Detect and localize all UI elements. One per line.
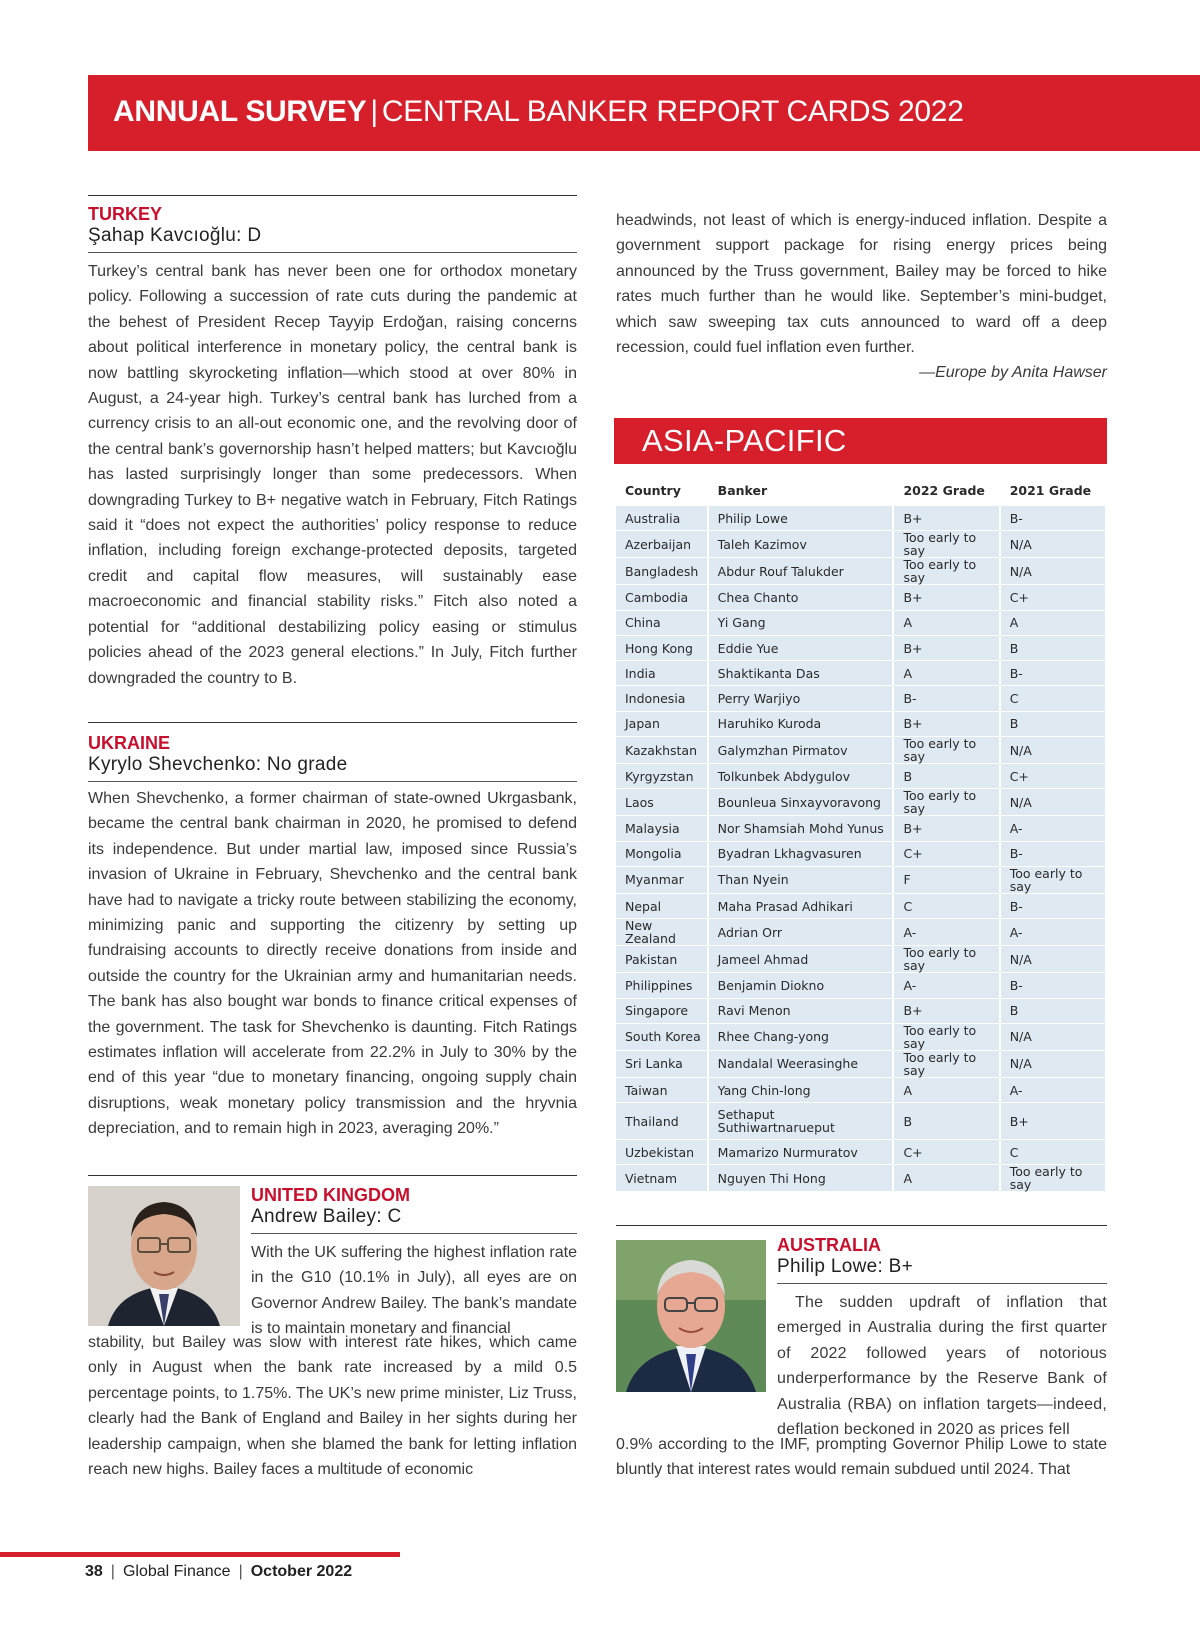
grade-2022-cell: B+ bbox=[894, 506, 998, 530]
uk-side-column bbox=[251, 1185, 577, 1342]
section-divider bbox=[616, 1225, 1107, 1226]
grade-2022-cell: B+ bbox=[894, 816, 998, 840]
heading-underline bbox=[251, 1233, 577, 1234]
grade-2021-cell: N/A bbox=[1001, 558, 1105, 584]
banker-cell: Tolkunbek Abdygulov bbox=[709, 764, 893, 788]
country-cell: Hong Kong bbox=[616, 636, 707, 660]
grade-2021-cell: A- bbox=[1001, 816, 1105, 840]
grade-2021-cell: A- bbox=[1001, 919, 1105, 945]
country-cell: New Zealand bbox=[616, 919, 707, 945]
country-cell: Bangladesh bbox=[616, 558, 707, 584]
grade-2022-cell: Too early to say bbox=[894, 531, 998, 557]
grade-2022-cell: F bbox=[894, 867, 998, 893]
country-cell: Azerbaijan bbox=[616, 531, 707, 557]
table-row bbox=[616, 764, 1105, 788]
banker-cell: Bounleua Sinxayvoravong bbox=[709, 789, 893, 815]
banner-title-bold: ANNUAL SURVEY bbox=[113, 95, 367, 128]
country-cell: Sri Lanka bbox=[616, 1051, 707, 1077]
grade-2021-cell: A- bbox=[1001, 1078, 1105, 1102]
grade-2022-cell: A bbox=[894, 1165, 998, 1191]
table-row bbox=[616, 1024, 1105, 1050]
banker-cell: Than Nyein bbox=[709, 867, 893, 893]
grade-2022-cell: Too early to say bbox=[894, 789, 998, 815]
andrew-bailey-photo bbox=[88, 1186, 240, 1326]
column-header: Country bbox=[616, 475, 707, 505]
banker-cell: Mamarizo Nurmuratov bbox=[709, 1140, 893, 1164]
grade-2022-cell: C+ bbox=[894, 1140, 998, 1164]
banker-cell: Yi Gang bbox=[709, 611, 893, 635]
australia-full-column bbox=[616, 1432, 1107, 1483]
grade-2021-cell: B bbox=[1001, 636, 1105, 660]
country-cell: Nepal bbox=[616, 894, 707, 918]
country-heading: UKRAINE bbox=[88, 733, 171, 753]
article-body-full: stability, but Bailey was slow with interest rate hikes, which came only in August when the bank rate increased by a mild 0.5 percentage points, to 1.75%. The UK’s new prime minister, Liz Truss, clearly had the Bank of England and Bailey in her sights during her leadership campaign, when she blamed the bank for letting inflation reach new highs. Bailey faces a multitude of economic bbox=[88, 1334, 577, 1479]
banner-separator: | bbox=[370, 95, 378, 128]
country-cell: Kazakhstan bbox=[616, 737, 707, 763]
country-cell: Cambodia bbox=[616, 585, 707, 609]
column-header: 2022 Grade bbox=[894, 475, 998, 505]
heading-underline bbox=[88, 781, 577, 782]
grade-2021-cell: N/A bbox=[1001, 737, 1105, 763]
grade-2021-cell: B bbox=[1001, 999, 1105, 1023]
grade-2021-cell: Too early to say bbox=[1001, 867, 1105, 893]
grade-2022-cell: Too early to say bbox=[894, 946, 998, 972]
country-cell: Japan bbox=[616, 712, 707, 736]
section-divider bbox=[88, 195, 577, 196]
grade-2021-cell: N/A bbox=[1001, 789, 1105, 815]
uk-full-column bbox=[88, 1330, 577, 1482]
grade-2022-cell: A- bbox=[894, 973, 998, 997]
banker-cell: Yang Chin-long bbox=[709, 1078, 893, 1102]
grade-2022-cell: B+ bbox=[894, 712, 998, 736]
grade-2022-cell: A bbox=[894, 661, 998, 685]
article-body-side: With the UK suffering the highest inflation rate in the G10 (10.1% in July), all eyes are on Governor Andrew Bailey. The bank’s mandate is to maintain monetary and financial bbox=[251, 1244, 577, 1338]
uk-continued bbox=[616, 208, 1107, 385]
issue-date: October 2022 bbox=[250, 1563, 353, 1580]
country-cell: Thailand bbox=[616, 1103, 707, 1139]
grade-2022-cell: A bbox=[894, 611, 998, 635]
grade-2021-cell: C bbox=[1001, 1140, 1105, 1164]
australia-section bbox=[616, 1225, 1107, 1226]
country-cell: Indonesia bbox=[616, 686, 707, 710]
banker-cell: Byadran Lkhagvasuren bbox=[709, 842, 893, 866]
table-row bbox=[616, 686, 1105, 710]
banker-grade: Şahap Kavcıoğlu: D bbox=[88, 225, 262, 246]
banker-grade: Andrew Bailey: C bbox=[251, 1206, 402, 1227]
article-body: Turkey’s central bank has never been one for orthodox monetary policy. Following a succession of rate cuts during the pandemic at the behest of President Recep Tayyip Erdoğan, raising concerns about political interference in monetary policy, the central bank is now battling skyrocketing inflation—which stood at over 80% in August, a 24-year high. Turkey’s central bank has lurched from a currency crisis to an all-out economic one, and the revolving door of the central bank’s governorship hasn’t helped matters; but Kavcıoğlu has lasted surprisingly longer than some predecessors. When downgrading Turkey to B+ negative watch in February, Fitch Ratings said it “does not expect the authorities’ policy response to reduce inflation, including foreign exchange-protected deposits, targeted credit and capital flow measures, will sustainably ease macroeconomic and financial stability risks.” Fitch also noted a potential for “additional destabilizing policy easing or stimulus policies ahead of the 2023 general elections.” In July, Fitch further downgraded the country to B. bbox=[88, 263, 577, 687]
banker-cell: Perry Warjiyo bbox=[709, 686, 893, 710]
banker-cell: Chea Chanto bbox=[709, 585, 893, 609]
grade-2021-cell: C+ bbox=[1001, 585, 1105, 609]
section-divider bbox=[88, 722, 577, 723]
table-row bbox=[616, 973, 1105, 997]
table-header-row bbox=[616, 475, 1105, 505]
table-row bbox=[616, 531, 1105, 557]
grade-2021-cell: C+ bbox=[1001, 764, 1105, 788]
table-row bbox=[616, 867, 1105, 893]
uk-section bbox=[88, 1175, 577, 1176]
country-cell: Pakistan bbox=[616, 946, 707, 972]
country-cell: Malaysia bbox=[616, 816, 707, 840]
grade-2021-cell: N/A bbox=[1001, 1051, 1105, 1077]
banker-cell: Haruhiko Kuroda bbox=[709, 712, 893, 736]
region-heading: ASIA-PACIFIC bbox=[614, 418, 1107, 464]
table-row bbox=[616, 1165, 1105, 1191]
country-cell: Laos bbox=[616, 789, 707, 815]
grade-2022-cell: B- bbox=[894, 686, 998, 710]
table-row bbox=[616, 1078, 1105, 1102]
table-row bbox=[616, 712, 1105, 736]
table-row bbox=[616, 894, 1105, 918]
banker-cell: Eddie Yue bbox=[709, 636, 893, 660]
country-cell: Australia bbox=[616, 506, 707, 530]
banker-cell: Shaktikanta Das bbox=[709, 661, 893, 685]
banker-cell: Ravi Menon bbox=[709, 999, 893, 1023]
philip-lowe-photo bbox=[616, 1240, 766, 1392]
table-row bbox=[616, 842, 1105, 866]
banker-cell: Nor Shamsiah Mohd Yunus bbox=[709, 816, 893, 840]
grade-2021-cell: N/A bbox=[1001, 946, 1105, 972]
article-body-continued: headwinds, not least of which is energy-induced inflation. Despite a government support package for rising energy prices being announced by the Truss government, Bailey may be forced to hike rates much further than he would like. September’s mini-budget, which saw sweeping tax cuts announced to ward off a deep recession, could fuel inflation even further. bbox=[616, 212, 1107, 357]
heading-underline bbox=[88, 252, 577, 253]
country-heading: UNITED KINGDOM bbox=[251, 1185, 410, 1205]
table-row bbox=[616, 636, 1105, 660]
table-row bbox=[616, 611, 1105, 635]
grades-table bbox=[614, 474, 1107, 1192]
banker-cell: Galymzhan Pirmatov bbox=[709, 737, 893, 763]
table-row bbox=[616, 661, 1105, 685]
turkey-section bbox=[88, 195, 577, 691]
table-row bbox=[616, 816, 1105, 840]
table-row bbox=[616, 946, 1105, 972]
banker-grade: Kyrylo Shevchenko: No grade bbox=[88, 754, 348, 775]
page-footer: 38 | Global Finance | October 2022 bbox=[85, 1563, 353, 1580]
ukraine-section bbox=[88, 722, 577, 1142]
country-cell: China bbox=[616, 611, 707, 635]
grade-2022-cell: B bbox=[894, 1103, 998, 1139]
banner-title-rest: CENTRAL BANKER REPORT CARDS 2022 bbox=[381, 95, 964, 128]
banker-cell: Adrian Orr bbox=[709, 919, 893, 945]
country-cell: Philippines bbox=[616, 973, 707, 997]
banker-cell: Rhee Chang-yong bbox=[709, 1024, 893, 1050]
country-cell: Taiwan bbox=[616, 1078, 707, 1102]
banker-cell: Nandalal Weerasinghe bbox=[709, 1051, 893, 1077]
article-body-full: 0.9% according to the IMF, prompting Governor Philip Lowe to state bluntly that interest rates would remain subdued until 2024. That bbox=[616, 1436, 1107, 1479]
byline-credit: —Europe by Anita Hawser bbox=[919, 364, 1107, 382]
grade-2021-cell: B+ bbox=[1001, 1103, 1105, 1139]
country-cell: Singapore bbox=[616, 999, 707, 1023]
grade-2021-cell: A bbox=[1001, 611, 1105, 635]
grade-2022-cell: B+ bbox=[894, 636, 998, 660]
page-number: 38 bbox=[85, 1563, 103, 1580]
column-header: Banker bbox=[709, 475, 893, 505]
country-heading: TURKEY bbox=[88, 204, 163, 224]
banker-cell: Jameel Ahmad bbox=[709, 946, 893, 972]
portrait-image bbox=[88, 1186, 240, 1326]
country-cell: Kyrgyzstan bbox=[616, 764, 707, 788]
table-row bbox=[616, 506, 1105, 530]
heading-underline bbox=[777, 1283, 1107, 1284]
grade-2021-cell: B- bbox=[1001, 661, 1105, 685]
grade-2022-cell: Too early to say bbox=[894, 737, 998, 763]
grade-2021-cell: B- bbox=[1001, 973, 1105, 997]
grade-2021-cell: C bbox=[1001, 686, 1105, 710]
grade-2022-cell: Too early to say bbox=[894, 558, 998, 584]
banker-cell: Benjamin Diokno bbox=[709, 973, 893, 997]
table-row bbox=[616, 737, 1105, 763]
grade-2022-cell: B bbox=[894, 764, 998, 788]
country-heading: AUSTRALIA bbox=[777, 1235, 881, 1255]
column-header: 2021 Grade bbox=[1001, 475, 1105, 505]
banker-cell: Sethaput Suthiwartnarueput bbox=[709, 1103, 893, 1139]
table-row bbox=[616, 919, 1105, 945]
banker-cell: Maha Prasad Adhikari bbox=[709, 894, 893, 918]
table-row bbox=[616, 1103, 1105, 1139]
grade-2021-cell: B- bbox=[1001, 842, 1105, 866]
article-body: When Shevchenko, a former chairman of state-owned Ukrgasbank, became the central bank chairman in 2020, he promised to defend its independence. But under martial law, imposed since Russia’s invasion of Ukraine in February, Shevchenko and the central bank have had to navigate a tricky route between stabilizing the economy, minimizing panic and supporting the citizenry by setting up fundraising accounts to directly receive donations from inside and outside the country for the Ukrainian army and humanitarian needs. The bank has also bought war bonds to finance critical expenses of the government. The task for Shevchenko is daunting. Fitch Ratings estimates inflation will accelerate from 22.2% in July to 30% by the end of this year “due to monetary financing, ongoing supply chain disruptions, weak monetary policy transmission and the hryvnia depreciation, and to remain high in 2023, averaging 20%.” bbox=[88, 790, 577, 1138]
country-cell: Myanmar bbox=[616, 867, 707, 893]
grade-2021-cell: B- bbox=[1001, 506, 1105, 530]
grade-2022-cell: C+ bbox=[894, 842, 998, 866]
country-cell: India bbox=[616, 661, 707, 685]
australia-side-column bbox=[777, 1235, 1107, 1442]
table-row bbox=[616, 1051, 1105, 1077]
section-banner bbox=[88, 75, 1200, 151]
grade-2022-cell: Too early to say bbox=[894, 1024, 998, 1050]
country-cell: Vietnam bbox=[616, 1165, 707, 1191]
grade-2022-cell: C bbox=[894, 894, 998, 918]
grade-2022-cell: B+ bbox=[894, 999, 998, 1023]
section-divider bbox=[88, 1175, 577, 1176]
grade-2021-cell: N/A bbox=[1001, 531, 1105, 557]
table-row bbox=[616, 1140, 1105, 1164]
publication-name: Global Finance bbox=[122, 1563, 231, 1580]
grade-2021-cell: B bbox=[1001, 712, 1105, 736]
grade-2022-cell: B+ bbox=[894, 585, 998, 609]
grade-2021-cell: N/A bbox=[1001, 1024, 1105, 1050]
grade-2022-cell: A bbox=[894, 1078, 998, 1102]
banker-cell: Nguyen Thi Hong bbox=[709, 1165, 893, 1191]
footer-accent-bar bbox=[0, 1552, 400, 1557]
country-cell: South Korea bbox=[616, 1024, 707, 1050]
banker-cell: Philip Lowe bbox=[709, 506, 893, 530]
grade-2021-cell: Too early to say bbox=[1001, 1165, 1105, 1191]
article-body-side: The sudden updraft of inflation that emerged in Australia during the first quarter of 2022 followed years of notorious underperformance by the Reserve Bank of Australia (RBA) on inflation targets—indeed, deflation beckoned in 2020 as prices fell bbox=[777, 1294, 1107, 1439]
table-row bbox=[616, 999, 1105, 1023]
banner-title bbox=[113, 95, 964, 129]
country-cell: Mongolia bbox=[616, 842, 707, 866]
table-row bbox=[616, 789, 1105, 815]
grade-2022-cell: Too early to say bbox=[894, 1051, 998, 1077]
table-row bbox=[616, 558, 1105, 584]
grade-2021-cell: B- bbox=[1001, 894, 1105, 918]
table-row bbox=[616, 585, 1105, 609]
banker-cell: Abdur Rouf Talukder bbox=[709, 558, 893, 584]
banker-grade: Philip Lowe: B+ bbox=[777, 1256, 913, 1277]
portrait-image bbox=[616, 1240, 766, 1392]
banker-cell: Taleh Kazimov bbox=[709, 531, 893, 557]
grade-2022-cell: A- bbox=[894, 919, 998, 945]
country-cell: Uzbekistan bbox=[616, 1140, 707, 1164]
